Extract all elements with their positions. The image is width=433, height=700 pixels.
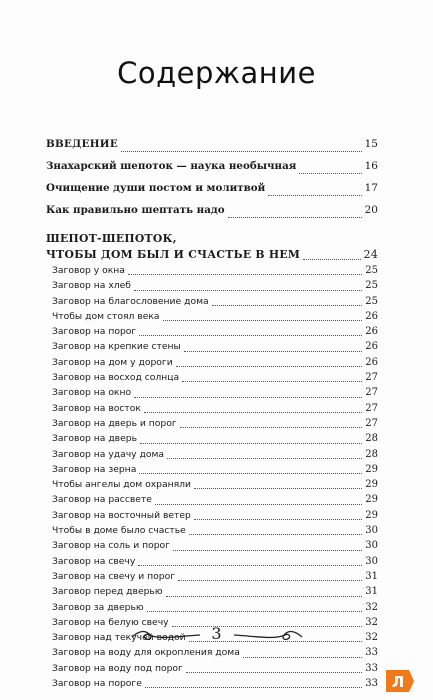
right-ornament-icon: [232, 628, 304, 642]
toc-subentry: [52, 278, 378, 293]
toc-subentry-label: Заговор на удачу дома: [52, 448, 165, 460]
toc-subentry: [52, 447, 378, 462]
toc-subentry-page: 29: [365, 509, 378, 521]
toc-subentry: [52, 523, 378, 538]
toc-subentry-page: 28: [365, 448, 378, 460]
section-page: 24: [363, 248, 378, 261]
toc-subentry-page: 33: [365, 647, 378, 659]
dot-leader: [299, 173, 361, 174]
toc-subentry: [52, 370, 378, 385]
toc-entry: [46, 177, 378, 199]
toc-subentry: [52, 508, 378, 523]
dot-leader: [180, 427, 363, 428]
page-footer: [0, 620, 433, 650]
toc-subentry-page: 31: [365, 586, 378, 598]
section-title-line1: ШЕПОТ-ШЕПОТОК,: [46, 232, 177, 245]
dot-leader: [268, 195, 361, 196]
toc-entry-label: Очищение души постом и молитвой: [46, 182, 266, 194]
dot-leader: [138, 565, 362, 566]
toc-subentry-label: Заговор на порог: [52, 326, 137, 338]
toc-subentry-label: Заговор на крепкие стены: [52, 341, 181, 353]
toc-subentry-label: Чтобы в доме было счастье: [52, 525, 186, 537]
toc-subentry-page: 32: [365, 632, 378, 644]
toc-subentry: [52, 309, 378, 324]
toc-subentry-label: Заговор на пороге: [52, 678, 142, 690]
toc-subentry-page: 33: [365, 678, 378, 690]
toc-subentry: [52, 661, 378, 676]
toc-subentry-page: 29: [365, 463, 378, 475]
toc-subentry-label: Чтобы ангелы дом охраняли: [52, 479, 191, 491]
dot-leader: [134, 290, 362, 291]
toc-subentry: [52, 431, 378, 446]
toc-subentry-page: 25: [365, 280, 378, 292]
toc-entry-label: Знахарский шепоток — наука необычная: [46, 160, 297, 172]
toc-entry-page: 17: [364, 182, 378, 194]
toc-subentry-label: Заговор на воду для окропления дома: [52, 647, 240, 659]
table-of-contents: [46, 133, 378, 691]
dot-leader: [121, 151, 362, 152]
toc-subentry: [52, 339, 378, 354]
toc-subentry-label: Заговор на свечу и порог: [52, 570, 176, 582]
toc-subentry: [52, 569, 378, 584]
toc-subentry-page: 32: [365, 616, 378, 628]
dot-leader: [167, 458, 362, 459]
toc-subentry-label: Заговор за дверью: [52, 601, 144, 613]
toc-entry: [46, 199, 378, 221]
section-title-line2: [46, 247, 378, 263]
toc-subentry-label: Заговор на дом у дороги: [52, 356, 173, 368]
toc-subentry: [52, 492, 378, 507]
dot-leader: [128, 274, 362, 275]
toc-subentry-label: Заговор на восход солнца: [52, 372, 180, 384]
toc-subentry-page: 26: [365, 356, 378, 368]
toc-subentry-page: 30: [365, 555, 378, 567]
toc-subentry: [52, 584, 378, 599]
toc-subentry-label: Заговор на соль и порог: [52, 540, 170, 552]
toc-subentry: [52, 355, 378, 370]
toc-entry-label: ВВЕДЕНИЕ: [46, 138, 118, 150]
toc-subentry: [52, 416, 378, 431]
toc-subentry-label: Заговор на белую свечу: [52, 616, 169, 628]
toc-entry: [46, 155, 378, 177]
toc-subentry-label: Заговор перед дверью: [52, 586, 163, 598]
toc-subentry-label: Заговор на дверь: [52, 433, 137, 445]
toc-subentry-page: 27: [365, 417, 378, 429]
dot-leader: [139, 335, 362, 336]
dot-leader: [166, 596, 363, 597]
toc-subentry-label: Заговор на воду под порог: [52, 662, 183, 674]
dot-leader: [155, 504, 362, 505]
dot-leader: [228, 217, 362, 218]
toc-subentry-label: Чтобы дом стоял века: [52, 310, 160, 322]
dot-leader: [212, 305, 363, 306]
toc-entry-page: 16: [364, 160, 378, 172]
toc-subentry: [52, 676, 378, 691]
dot-leader: [176, 366, 363, 367]
toc-subentry: [52, 294, 378, 309]
toc-subentry-label: Заговор на восток: [52, 402, 141, 414]
dot-leader: [139, 473, 362, 474]
toc-entry-label: Как правильно шептать надо: [46, 204, 225, 216]
dot-leader: [144, 412, 362, 413]
dot-leader: [145, 687, 362, 688]
section-title-label: ЧТОБЫ ДОМ БЫЛ И СЧАСТЬЕ В НЕМ: [46, 248, 301, 261]
dot-leader: [186, 672, 362, 673]
dot-leader: [303, 259, 360, 260]
dot-leader: [163, 320, 363, 321]
toc-subentry-page: 25: [365, 295, 378, 307]
dot-leader: [134, 397, 362, 398]
dot-leader: [184, 351, 363, 352]
toc-subentry-label: Заговор над текучей водой: [52, 632, 186, 644]
dot-leader: [194, 488, 362, 489]
dot-leader: [194, 519, 362, 520]
toc-entry-page: 15: [364, 138, 378, 150]
toc-subentry-label: Заговор на окно: [52, 387, 132, 399]
toc-subentry-page: 33: [365, 662, 378, 674]
toc-subentry: [52, 385, 378, 400]
toc-subentry-label: Заговор на свечу: [52, 555, 136, 567]
toc-subentry-label: Заговор на зерна: [52, 463, 137, 475]
dot-leader: [182, 381, 362, 382]
dot-leader: [147, 611, 363, 612]
toc-subentry-page: 29: [365, 494, 378, 506]
toc-subentry: [52, 538, 378, 553]
toc-subentry-label: Заговор у окна: [52, 265, 125, 276]
toc-subentry-page: 28: [365, 433, 378, 445]
toc-subentry: [52, 477, 378, 492]
toc-subentry-page: 32: [365, 601, 378, 613]
toc-subentry: [52, 263, 378, 278]
toc-subentry: [52, 324, 378, 339]
toc-subentry-label: Заговор на благословение дома: [52, 295, 209, 307]
toc-subentry-page: 26: [365, 310, 378, 322]
page-number: 3: [211, 624, 222, 643]
toc-subentry: [52, 462, 378, 477]
toc-subentry-page: 27: [365, 372, 378, 384]
dot-leader: [243, 657, 362, 658]
toc-entry-page: 20: [364, 204, 378, 216]
dot-leader: [173, 550, 362, 551]
toc-subentry-page: 30: [365, 540, 378, 552]
toc-subentry-page: 29: [365, 479, 378, 491]
page-title: Содержание: [117, 56, 316, 90]
svg-text:Л: Л: [391, 673, 405, 691]
toc-entry-introduction: [46, 133, 378, 155]
toc-subentry-label: Заговор на рассвете: [52, 494, 152, 506]
toc-subentry-page: 27: [365, 402, 378, 414]
toc-subentry: [52, 401, 378, 416]
toc-subentry-label: Заговор на восточный ветер: [52, 509, 191, 521]
toc-subentry-page: 26: [365, 341, 378, 353]
toc-subentry-label: Заговор на хлеб: [52, 280, 131, 292]
toc-subentry-page: 27: [365, 387, 378, 399]
toc-subentry-page: 30: [365, 525, 378, 537]
toc-subentry: [52, 554, 378, 569]
dot-leader: [178, 580, 362, 581]
section-heading: [46, 231, 378, 263]
publisher-logo-icon: [383, 666, 417, 696]
toc-subentry-page: 25: [365, 265, 378, 276]
toc-subentry-page: 26: [365, 326, 378, 338]
toc-subentry-page: 31: [365, 570, 378, 582]
dot-leader: [189, 534, 362, 535]
toc-subentry-label: Заговор на дверь и порог: [52, 417, 177, 429]
toc-subentry: [52, 600, 378, 615]
dot-leader: [140, 443, 362, 444]
